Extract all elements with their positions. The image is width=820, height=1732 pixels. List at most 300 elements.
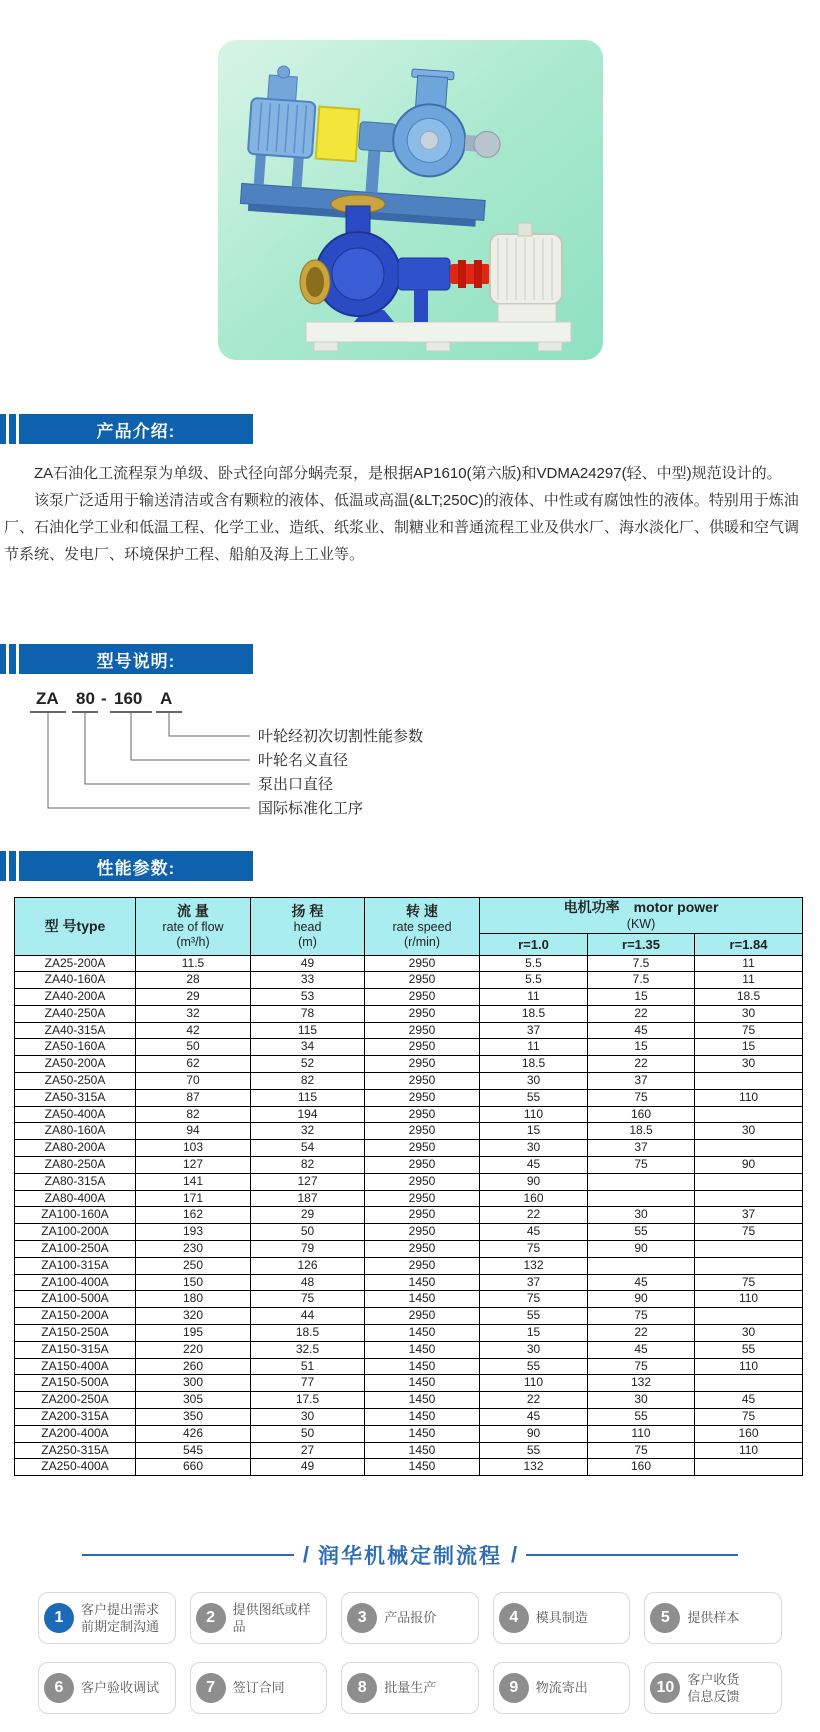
step-number-badge: 1 — [44, 1603, 74, 1633]
model-cell: ZA80-315A — [15, 1173, 136, 1190]
step-number-badge: 10 — [650, 1673, 680, 1703]
col-head-cn: 扬 程 — [291, 902, 324, 919]
value-cell: 78 — [251, 1005, 365, 1022]
value-cell: 55 — [480, 1308, 588, 1325]
value-cell: 82 — [251, 1157, 365, 1174]
params-table-body — [15, 955, 803, 1476]
value-cell: 18.5 — [480, 1056, 588, 1073]
value-cell: 51 — [251, 1358, 365, 1375]
value-cell: 30 — [480, 1140, 588, 1157]
step-label: 提供样本 — [687, 1610, 740, 1626]
table-row — [15, 1257, 803, 1274]
model-cell: ZA50-315A — [15, 1089, 136, 1106]
col-type-label: 型 号type — [44, 917, 106, 934]
value-cell — [695, 1308, 803, 1325]
value-cell: 44 — [251, 1308, 365, 1325]
step-label: 提供图纸或样品 — [232, 1601, 311, 1635]
table-row — [15, 1140, 803, 1157]
model-cell: ZA50-160A — [15, 1039, 136, 1056]
process-title-row — [0, 1540, 820, 1570]
value-cell: 45 — [480, 1409, 588, 1426]
value-cell: 75 — [251, 1291, 365, 1308]
table-row — [15, 955, 803, 972]
step-card — [38, 1592, 176, 1644]
table-row — [15, 1123, 803, 1140]
table-row — [15, 1039, 803, 1056]
value-cell: 37 — [588, 1073, 695, 1090]
value-cell: 110 — [588, 1425, 695, 1442]
value-cell: 75 — [695, 1409, 803, 1426]
model-code-outlet: 80 — [76, 689, 95, 708]
model-cell: ZA200-315A — [15, 1409, 136, 1426]
col-header-r184: r=1.84 — [695, 933, 803, 955]
model-cell: ZA40-250A — [15, 1005, 136, 1022]
value-cell: 2950 — [365, 1089, 480, 1106]
value-cell: 7.5 — [588, 955, 695, 972]
value-cell: 55 — [588, 1224, 695, 1241]
step-card — [644, 1662, 782, 1714]
model-cell: ZA150-315A — [15, 1341, 136, 1358]
col-header-r135: r=1.35 — [588, 933, 695, 955]
product-photo — [218, 40, 603, 360]
value-cell — [695, 1140, 803, 1157]
value-cell: 15 — [695, 1039, 803, 1056]
value-cell: 2950 — [365, 1157, 480, 1174]
value-cell — [695, 1190, 803, 1207]
value-cell: 300 — [136, 1375, 251, 1392]
value-cell: 90 — [588, 1241, 695, 1258]
step-card — [493, 1662, 631, 1714]
value-cell: 193 — [136, 1224, 251, 1241]
model-cell: ZA250-315A — [15, 1442, 136, 1459]
value-cell: 115 — [251, 1022, 365, 1039]
step-label: 模具制造 — [535, 1610, 588, 1626]
value-cell: 75 — [695, 1274, 803, 1291]
value-cell: 127 — [136, 1157, 251, 1174]
value-cell: 45 — [588, 1022, 695, 1039]
table-row — [15, 1005, 803, 1022]
value-cell: 45 — [588, 1341, 695, 1358]
value-cell: 2950 — [365, 1173, 480, 1190]
value-cell — [695, 1073, 803, 1090]
step-card — [190, 1592, 328, 1644]
model-code-cut: A — [160, 689, 173, 708]
value-cell: 545 — [136, 1442, 251, 1459]
value-cell: 2950 — [365, 1022, 480, 1039]
value-cell: 127 — [251, 1173, 365, 1190]
value-cell: 1450 — [365, 1274, 480, 1291]
title-slash-left: / — [302, 1542, 309, 1568]
col-flow-en: rate of flow — [162, 920, 224, 934]
value-cell — [695, 1257, 803, 1274]
model-cell: ZA80-400A — [15, 1190, 136, 1207]
value-cell: 11 — [480, 1039, 588, 1056]
performance-table-header — [15, 898, 803, 956]
value-cell: 660 — [136, 1459, 251, 1476]
col-power-title: 电机功率 motor power — [563, 899, 719, 915]
title-slash-right: / — [511, 1542, 518, 1568]
value-cell — [695, 1173, 803, 1190]
model-cell: ZA80-160A — [15, 1123, 136, 1140]
value-cell: 2950 — [365, 1073, 480, 1090]
step-number-badge: 4 — [499, 1603, 529, 1633]
value-cell: 180 — [136, 1291, 251, 1308]
value-cell: 30 — [480, 1341, 588, 1358]
value-cell: 45 — [588, 1274, 695, 1291]
value-cell: 30 — [480, 1073, 588, 1090]
section-title-model: 型号说明: — [96, 651, 176, 671]
value-cell: 1450 — [365, 1442, 480, 1459]
process-title: 润华机械定制流程 — [318, 1545, 502, 1569]
col-speed-cn: 转 速 — [406, 902, 438, 919]
value-cell: 160 — [588, 1459, 695, 1476]
model-cell: ZA250-400A — [15, 1459, 136, 1476]
value-cell: 82 — [251, 1073, 365, 1090]
table-row — [15, 1459, 803, 1476]
value-cell: 90 — [695, 1157, 803, 1174]
step-number-badge: 9 — [499, 1673, 529, 1703]
intro-paragraphs — [4, 460, 810, 568]
bar-stripe — [0, 414, 6, 444]
value-cell: 160 — [480, 1190, 588, 1207]
col-header-type — [15, 898, 136, 956]
value-cell: 37 — [695, 1207, 803, 1224]
value-cell: 110 — [480, 1375, 588, 1392]
table-row — [15, 1190, 803, 1207]
value-cell: 90 — [480, 1173, 588, 1190]
step-card — [644, 1592, 782, 1644]
model-cell: ZA100-160A — [15, 1207, 136, 1224]
table-row — [15, 1022, 803, 1039]
value-cell: 15 — [480, 1325, 588, 1342]
value-cell: 22 — [588, 1325, 695, 1342]
table-row — [15, 1375, 803, 1392]
step-card — [341, 1592, 479, 1644]
value-cell: 30 — [588, 1207, 695, 1224]
value-cell: 126 — [251, 1257, 365, 1274]
value-cell: 90 — [588, 1291, 695, 1308]
value-cell: 5.5 — [480, 972, 588, 989]
table-row — [15, 1358, 803, 1375]
value-cell: 55 — [588, 1409, 695, 1426]
value-cell: 162 — [136, 1207, 251, 1224]
step-number-badge: 6 — [44, 1673, 74, 1703]
process-steps-row-2 — [0, 1662, 820, 1714]
table-row — [15, 1308, 803, 1325]
process-steps-row-1 — [0, 1592, 820, 1644]
model-label-impeller-diameter: 叶轮名义直径 — [258, 752, 349, 769]
value-cell: 7.5 — [588, 972, 695, 989]
value-cell: 195 — [136, 1325, 251, 1342]
value-cell: 17.5 — [251, 1392, 365, 1409]
value-cell: 45 — [480, 1224, 588, 1241]
value-cell: 132 — [480, 1459, 588, 1476]
table-row — [15, 1241, 803, 1258]
step-card — [493, 1592, 631, 1644]
value-cell: 49 — [251, 1459, 365, 1476]
value-cell: 115 — [251, 1089, 365, 1106]
value-cell: 2950 — [365, 1039, 480, 1056]
col-header-power — [480, 898, 803, 934]
model-code-series: ZA — [36, 689, 59, 708]
value-cell: 160 — [695, 1425, 803, 1442]
model-cell: ZA100-200A — [15, 1224, 136, 1241]
value-cell: 70 — [136, 1073, 251, 1090]
step-number-badge: 2 — [196, 1603, 226, 1633]
col-power-unit: (KW) — [626, 916, 656, 931]
step-number-badge: 5 — [650, 1603, 680, 1633]
value-cell: 48 — [251, 1274, 365, 1291]
col-flow-cn: 流 量 — [177, 902, 209, 919]
value-cell: 75 — [588, 1442, 695, 1459]
col-header-r1: r=1.0 — [480, 933, 588, 955]
value-cell: 2950 — [365, 1005, 480, 1022]
table-row — [15, 1291, 803, 1308]
value-cell: 132 — [480, 1257, 588, 1274]
model-label-cut-performance: 叶轮经初次切割性能参数 — [258, 728, 424, 745]
value-cell: 110 — [695, 1358, 803, 1375]
value-cell: 2950 — [365, 1241, 480, 1258]
table-row — [15, 1409, 803, 1426]
value-cell: 171 — [136, 1190, 251, 1207]
col-header-flow — [136, 898, 251, 956]
value-cell: 2950 — [365, 1308, 480, 1325]
value-cell: 32.5 — [251, 1341, 365, 1358]
section-header-params — [0, 851, 820, 881]
value-cell: 75 — [588, 1308, 695, 1325]
intro-paragraph-2: 该泵广泛适用于输送清洁或含有颗粒的液体、低温或高温(&LT;250C)的液体、中性或有腐蚀性的液体。特别用于炼油厂、石油化学工业和低温工程、化学工业、造纸、纸浆业、制糖业和普通流程工业及供水厂、海水淡化厂、供暖和空气调节系统、发电厂、环境保护工程、船舶及海上工业等。 — [4, 492, 800, 563]
col-speed-en: rate speed — [392, 920, 452, 934]
model-cell: ZA150-250A — [15, 1325, 136, 1342]
step-card — [38, 1662, 176, 1714]
value-cell: 75 — [588, 1358, 695, 1375]
step-number-badge: 8 — [347, 1673, 377, 1703]
value-cell — [588, 1173, 695, 1190]
value-cell: 15 — [588, 1039, 695, 1056]
value-cell: 75 — [588, 1157, 695, 1174]
value-cell: 1450 — [365, 1409, 480, 1426]
value-cell: 28 — [136, 972, 251, 989]
value-cell: 30 — [695, 1325, 803, 1342]
model-cell: ZA100-315A — [15, 1257, 136, 1274]
value-cell: 87 — [136, 1089, 251, 1106]
value-cell: 110 — [695, 1442, 803, 1459]
value-cell: 45 — [695, 1392, 803, 1409]
value-cell: 2950 — [365, 989, 480, 1006]
table-row — [15, 1157, 803, 1174]
value-cell: 2950 — [365, 1140, 480, 1157]
value-cell: 1450 — [365, 1425, 480, 1442]
value-cell: 22 — [480, 1207, 588, 1224]
value-cell: 2950 — [365, 955, 480, 972]
value-cell: 1450 — [365, 1341, 480, 1358]
value-cell: 75 — [480, 1291, 588, 1308]
table-row — [15, 1341, 803, 1358]
value-cell — [695, 1375, 803, 1392]
value-cell: 11.5 — [136, 955, 251, 972]
value-cell: 2950 — [365, 1207, 480, 1224]
value-cell: 90 — [480, 1425, 588, 1442]
value-cell: 94 — [136, 1123, 251, 1140]
value-cell: 79 — [251, 1241, 365, 1258]
value-cell: 30 — [695, 1123, 803, 1140]
value-cell: 18.5 — [695, 989, 803, 1006]
title-line-left — [82, 1554, 294, 1556]
value-cell: 54 — [251, 1140, 365, 1157]
value-cell: 33 — [251, 972, 365, 989]
value-cell: 11 — [695, 972, 803, 989]
bar-stripe — [0, 644, 6, 674]
table-row — [15, 989, 803, 1006]
value-cell: 2950 — [365, 1257, 480, 1274]
step-label: 客户收货 信息反馈 — [687, 1671, 740, 1705]
bar-stripe — [9, 414, 16, 444]
step-card — [341, 1662, 479, 1714]
model-code-dash: - — [101, 689, 107, 708]
value-cell: 34 — [251, 1039, 365, 1056]
value-cell: 18.5 — [588, 1123, 695, 1140]
value-cell: 18.5 — [480, 1005, 588, 1022]
table-row — [15, 1442, 803, 1459]
performance-table — [14, 897, 803, 1476]
value-cell: 2950 — [365, 1106, 480, 1123]
table-row — [15, 1274, 803, 1291]
value-cell: 1450 — [365, 1375, 480, 1392]
table-row — [15, 972, 803, 989]
model-cell: ZA150-400A — [15, 1358, 136, 1375]
value-cell: 62 — [136, 1056, 251, 1073]
model-cell: ZA40-200A — [15, 989, 136, 1006]
value-cell: 187 — [251, 1190, 365, 1207]
value-cell: 1450 — [365, 1325, 480, 1342]
step-number-badge: 7 — [196, 1673, 226, 1703]
step-label: 客户提出需求 前期定制沟通 — [81, 1601, 160, 1635]
model-cell: ZA150-500A — [15, 1375, 136, 1392]
step-label: 客户验收调试 — [81, 1680, 160, 1696]
value-cell: 350 — [136, 1409, 251, 1426]
model-label-standard-process: 国际标准化工序 — [258, 800, 364, 817]
value-cell: 32 — [136, 1005, 251, 1022]
value-cell: 2950 — [365, 1123, 480, 1140]
value-cell: 55 — [695, 1341, 803, 1358]
section-header-intro — [0, 414, 820, 444]
value-cell: 22 — [480, 1392, 588, 1409]
value-cell: 1450 — [365, 1291, 480, 1308]
value-cell: 37 — [588, 1140, 695, 1157]
value-cell: 30 — [695, 1005, 803, 1022]
model-cell: ZA200-400A — [15, 1425, 136, 1442]
value-cell: 50 — [251, 1425, 365, 1442]
intro-paragraph-1: ZA石油化工流程泵为单级、卧式径向部分蜗壳泵，是根据AP1610(第六版)和VDMA24297(轻、中型)规范设计的。 — [34, 465, 782, 482]
table-row — [15, 1325, 803, 1342]
value-cell: 141 — [136, 1173, 251, 1190]
value-cell: 77 — [251, 1375, 365, 1392]
model-cell: ZA40-160A — [15, 972, 136, 989]
value-cell: 75 — [695, 1022, 803, 1039]
value-cell: 75 — [588, 1089, 695, 1106]
value-cell: 55 — [480, 1358, 588, 1375]
value-cell: 50 — [251, 1224, 365, 1241]
value-cell: 22 — [588, 1056, 695, 1073]
value-cell: 75 — [480, 1241, 588, 1258]
model-cell: ZA100-500A — [15, 1291, 136, 1308]
col-head-unit: (m) — [298, 935, 317, 949]
pumps-illustration — [218, 40, 603, 360]
model-cell: ZA100-250A — [15, 1241, 136, 1258]
col-header-head — [251, 898, 365, 956]
value-cell — [588, 1190, 695, 1207]
table-row — [15, 1207, 803, 1224]
bar-stripe — [9, 851, 16, 881]
value-cell: 110 — [695, 1089, 803, 1106]
table-row — [15, 1089, 803, 1106]
section-title-intro: 产品介绍: — [96, 421, 176, 441]
value-cell: 426 — [136, 1425, 251, 1442]
table-row — [15, 1106, 803, 1123]
value-cell: 55 — [480, 1089, 588, 1106]
value-cell: 305 — [136, 1392, 251, 1409]
model-cell: ZA100-400A — [15, 1274, 136, 1291]
table-row — [15, 1425, 803, 1442]
col-head-en: head — [293, 920, 322, 934]
col-speed-unit: (r/min) — [403, 935, 441, 949]
table-row — [15, 1073, 803, 1090]
value-cell: 49 — [251, 955, 365, 972]
value-cell: 2950 — [365, 1224, 480, 1241]
col-flow-unit: (m³/h) — [176, 935, 210, 949]
model-cell: ZA50-250A — [15, 1073, 136, 1090]
value-cell: 1450 — [365, 1459, 480, 1476]
value-cell: 160 — [588, 1106, 695, 1123]
step-label: 签订合同 — [232, 1680, 285, 1696]
title-line-right — [526, 1554, 738, 1556]
value-cell: 103 — [136, 1140, 251, 1157]
value-cell: 220 — [136, 1341, 251, 1358]
value-cell: 230 — [136, 1241, 251, 1258]
model-cell: ZA50-400A — [15, 1106, 136, 1123]
value-cell: 30 — [695, 1056, 803, 1073]
value-cell: 194 — [251, 1106, 365, 1123]
value-cell: 29 — [136, 989, 251, 1006]
section-title-params: 性能参数: — [96, 858, 176, 878]
model-cell: ZA40-315A — [15, 1022, 136, 1039]
col-header-speed — [365, 898, 480, 956]
step-card — [190, 1662, 328, 1714]
value-cell: 32 — [251, 1123, 365, 1140]
model-cell: ZA150-200A — [15, 1308, 136, 1325]
table-row — [15, 1392, 803, 1409]
value-cell: 250 — [136, 1257, 251, 1274]
step-label: 产品报价 — [384, 1610, 437, 1626]
value-cell: 150 — [136, 1274, 251, 1291]
model-cell: ZA80-250A — [15, 1157, 136, 1174]
value-cell: 15 — [480, 1123, 588, 1140]
model-cell: ZA25-200A — [15, 955, 136, 972]
value-cell: 53 — [251, 989, 365, 1006]
model-cell: ZA200-250A — [15, 1392, 136, 1409]
value-cell: 82 — [136, 1106, 251, 1123]
step-label: 批量生产 — [384, 1680, 437, 1696]
model-code-impeller: 160 — [114, 689, 143, 708]
value-cell: 11 — [695, 955, 803, 972]
table-row — [15, 1056, 803, 1073]
table-row — [15, 1173, 803, 1190]
value-cell: 37 — [480, 1274, 588, 1291]
value-cell: 11 — [480, 989, 588, 1006]
table-row — [15, 1224, 803, 1241]
value-cell: 52 — [251, 1056, 365, 1073]
value-cell: 30 — [588, 1392, 695, 1409]
